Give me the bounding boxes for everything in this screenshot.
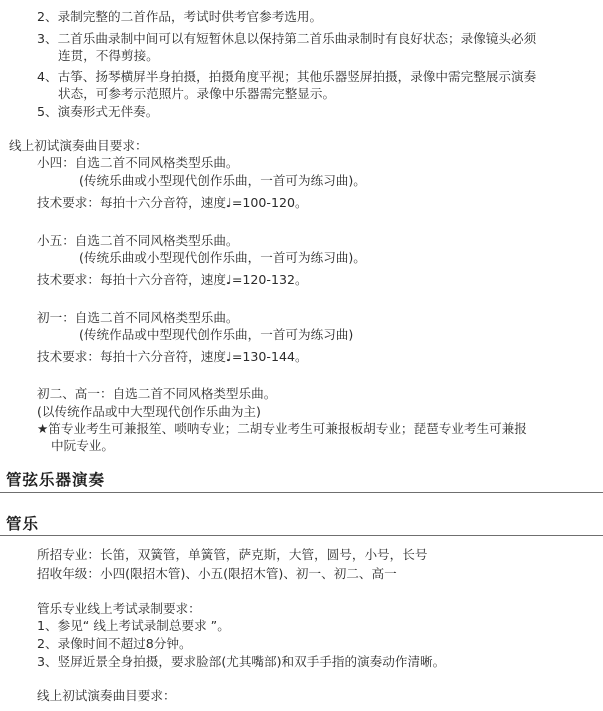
winds-recording-2: 2、录像时间不超过8分钟。 xyxy=(37,636,192,651)
grade5-technique: 技术要求：每拍十六分音符，速度♩=120-132。 xyxy=(37,272,308,287)
winds-online-repertoire-heading: 线上初试演奏曲目要求： xyxy=(37,688,176,703)
junior2-senior1-title: 初二、高一：自选二首不同风格类型乐曲。 xyxy=(37,386,277,401)
grade4-note: (传统乐曲或小型现代创作乐曲，一首可为练习曲)。 xyxy=(79,173,366,188)
grade5-title: 小五：自选二首不同风格类型乐曲。 xyxy=(37,233,239,248)
requirement-4-cont: 状态，可参考示范照片。录像中乐器需完整显示。 xyxy=(58,86,336,101)
winds-majors: 所招专业：长笛，双簧管，单簧管，萨克斯，大管，圆号，小号，长号 xyxy=(37,547,428,562)
online-repertoire-heading: 线上初试演奏曲目要求： xyxy=(9,138,148,153)
junior1-note: (传统作品或中型现代创作乐曲，一首可为练习曲) xyxy=(79,327,354,342)
junior2-senior1-note: (以传统作品或中大型现代创作乐曲为主) xyxy=(37,404,261,419)
grade4-title: 小四：自选二首不同风格类型乐曲。 xyxy=(37,155,239,170)
dual-application-note: ★笛专业考生可兼报笙、唢呐专业；二胡专业考生可兼报板胡专业；琵琶专业考生可兼报 xyxy=(37,421,527,436)
section-title-winds-strings: 管弦乐器演奏 xyxy=(6,471,106,489)
subsection-divider xyxy=(0,535,603,536)
junior1-technique: 技术要求：每拍十六分音符，速度♩=130-144。 xyxy=(37,349,308,364)
subsection-title-winds: 管乐 xyxy=(6,515,40,533)
requirement-2: 2、录制完整的二首作品，考试时供考官参考选用。 xyxy=(37,9,323,24)
winds-recording-heading: 管乐专业线上考试录制要求： xyxy=(37,601,201,616)
grade4-technique: 技术要求：每拍十六分音符，速度♩=100-120。 xyxy=(37,195,308,210)
grade5-note: (传统乐曲或小型现代创作乐曲，一首可为练习曲)。 xyxy=(79,250,366,265)
winds-recording-3: 3、竖屏近景全身拍摄，要求脸部(尤其嘴部)和双手手指的演奏动作清晰。 xyxy=(37,654,446,669)
winds-recording-1: 1、参见“ 线上考试录制总要求 ”。 xyxy=(37,618,230,633)
section-divider xyxy=(0,492,603,493)
dual-application-note-cont: 中阮专业。 xyxy=(51,438,114,453)
requirement-4: 4、古筝、扬琴横屏半身拍摄，拍摄角度平视；其他乐器竖屏拍摄，录像中需完整展示演奏 xyxy=(37,69,537,84)
winds-grades: 招收年级：小四(限招木管)、小五(限招木管)、初一、初二、高一 xyxy=(37,566,397,581)
requirement-3: 3、二首乐曲录制中间可以有短暂休息以保持第二首乐曲录制时有良好状态；录像镜头必须 xyxy=(37,31,537,46)
junior1-title: 初一：自选二首不同风格类型乐曲。 xyxy=(37,310,239,325)
requirement-5: 5、演奏形式无伴奏。 xyxy=(37,104,159,119)
requirement-3-cont: 连贯，不得剪接。 xyxy=(58,48,159,63)
